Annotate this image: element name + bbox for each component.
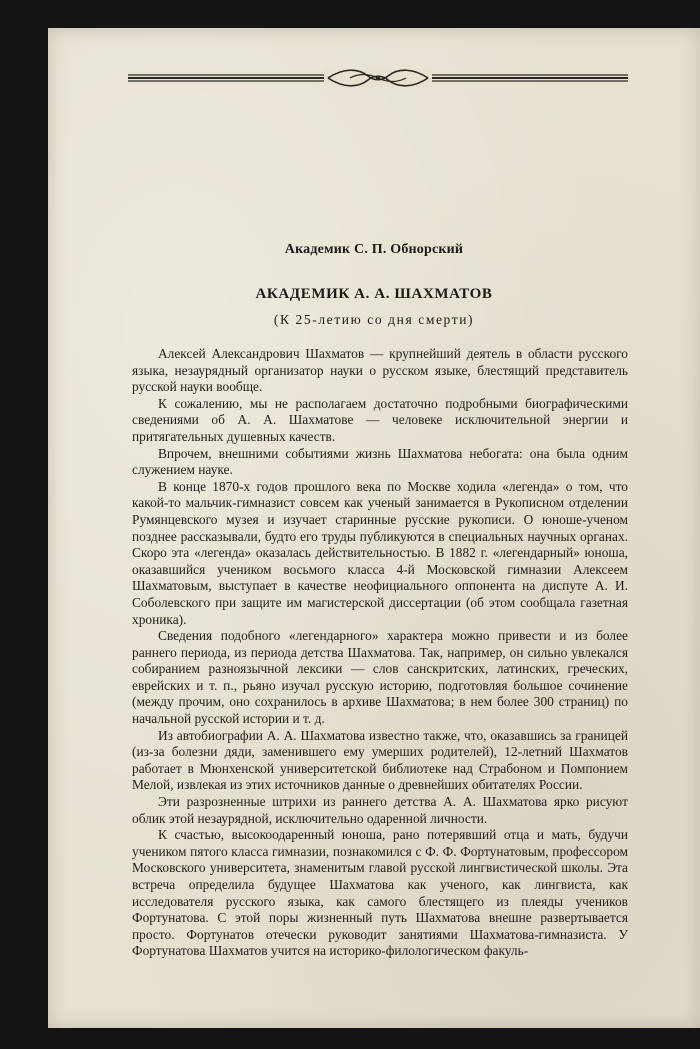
- article-title: АКАДЕМИК А. А. ШАХМАТОВ: [255, 286, 493, 302]
- paragraph: В конце 1870-х годов прошлого века по Москве ходила «легенда» о том, что какой-то мальчик-гимназист совсем как ученый занимается в Рукописном отделении Румянцевского музея и изучает старинные русские рукописи. О юноше-ученом позднее рассказывали, будто его труды публикуются в специальных научных органах. Скоро эта «легенда» оказалась действительностью. В 1882 г. «легендарный» юноша, оказавшийся учеником восьмого класса 4-й Московской гимназии Алексеем Шахматовым, выступает в качестве неофициального оппонента на диспуте А. И. Соболевского при защите им магистерской диссертации (об этом сообщала газетная хроника).: [132, 478, 628, 627]
- ornament-divider-icon: [128, 66, 628, 90]
- document-page: [48, 28, 700, 1028]
- paragraph: Алексей Александрович Шахматов — крупнейший деятель в области русского языка, незаурядный организатор науки о русском языке, блестящий представитель русской науки вообще.: [132, 346, 628, 395]
- paragraph: Из автобиографии А. А. Шахматова известно также, что, оказавшись за границей (из-за болезни дяди, заменившего ему умерших родителей), 12-летний Шахматов работает в Мюнхенской университетской библиотеке над Страбоном и Помпонием Мелой, извлекая из этих источников данные о древнейших обитателях России.: [132, 727, 628, 793]
- paragraph: К счастью, высокоодаренный юноша, рано потерявший отца и мать, будучи учеником пятого класса гимназии, познакомился с Ф. Ф. Фортунатовым, профессором Московского университета, знаменитым главой русской лингвистической школы. Эта встреча определила будущее Шахматова как ученого, как лингвиста, как исследователя русского языка, как самого блестящего из плеяды учеников Фортунатова. С этой поры жизненный путь Шахматова внешне развертывается просто. Фортунатов отечески руководит занятиями Шахматова-гимназиста. У Фортунатова Шахматов учится на историко-филологическом факуль-: [132, 827, 628, 959]
- paragraph: Эти разрозненные штрихи из раннего детства А. А. Шахматова ярко рисуют облик этой незаурядной, исключительно одаренной личности.: [132, 794, 628, 826]
- article-author: Академик С. П. Обнорский: [284, 242, 464, 257]
- article-subtitle: (К 25-летию со дня смерти): [273, 312, 475, 327]
- paragraph: Сведения подобного «легендарного» характера можно привести и из более раннего периода, из периода детства Шахматова. Так, например, он сильно увлекался собиранием разноязычной лексики — слов санскритских, латинских, греческих, еврейских и т. п., рьяно изучал русскую историю, подготовляя большое сочинение (между прочим, оно сохранилось в архиве Шахматова; в нем более 300 страниц) по начальной русской истории и т. д.: [132, 628, 628, 727]
- paragraph: Впрочем, внешними событиями жизнь Шахматова небогата: она была одним служением науке.: [132, 445, 628, 478]
- article-body: [132, 346, 628, 960]
- paragraph: К сожалению, мы не располагаем достаточно подробными биографическими сведениями об А. А. Шахматове — человеке исключительной энергии и притягательных душевных качеств.: [132, 395, 628, 444]
